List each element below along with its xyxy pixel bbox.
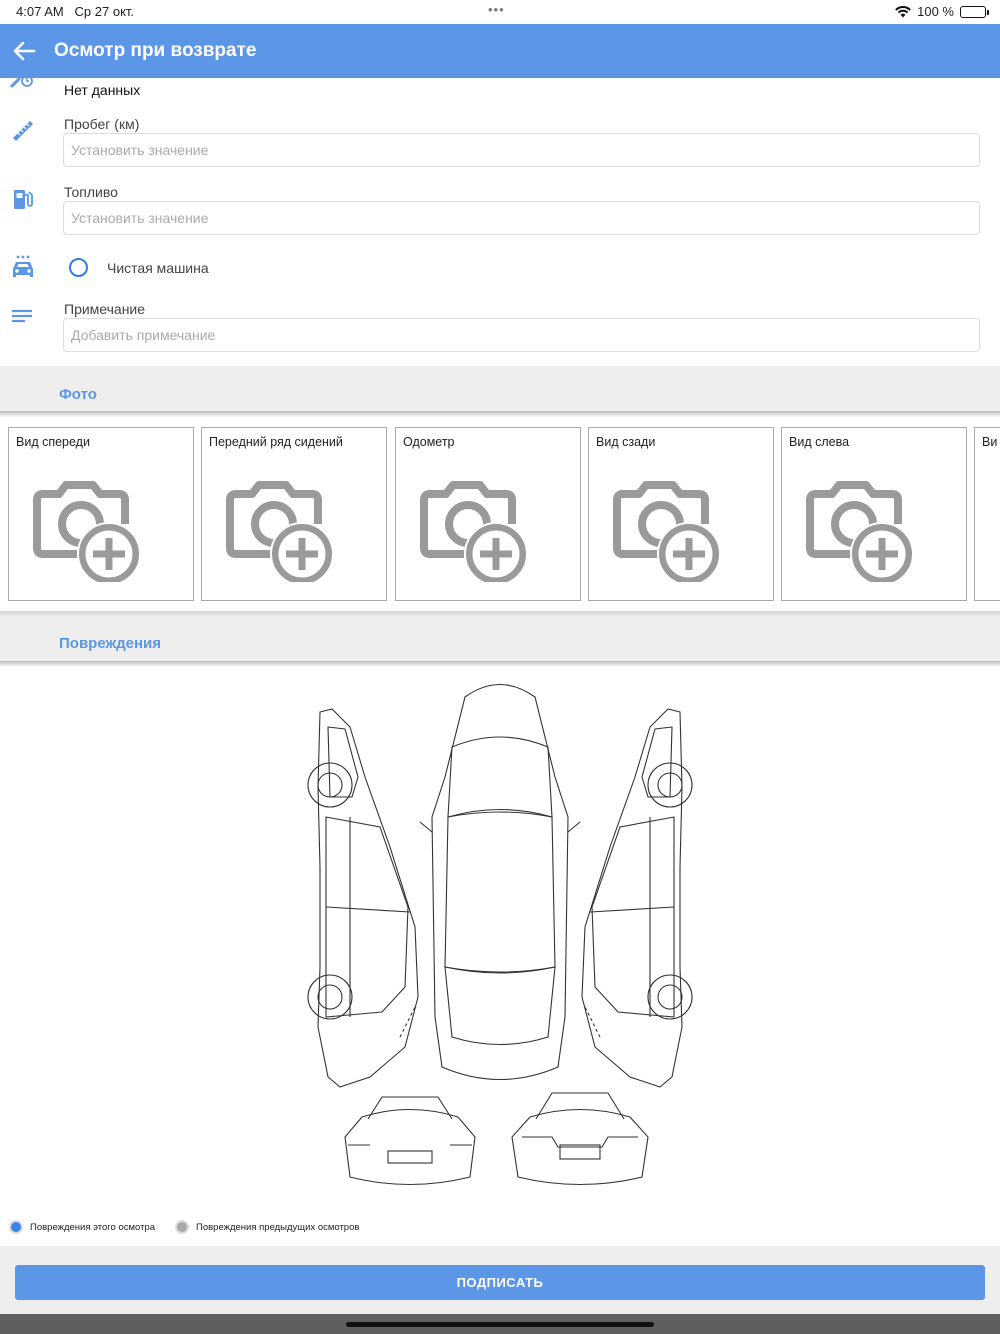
add-photo-icon bbox=[226, 478, 338, 582]
photo-card-left[interactable] bbox=[781, 427, 967, 601]
photo-card-rear[interactable] bbox=[588, 427, 774, 601]
damage-section-header bbox=[0, 611, 1000, 661]
page-title: Осмотр при возврате bbox=[54, 40, 257, 61]
fuel-input[interactable]: Установить значение bbox=[63, 201, 980, 235]
legend-dot-current bbox=[9, 1220, 23, 1234]
wifi-icon bbox=[895, 6, 911, 18]
photo-card-label: Вид слева bbox=[789, 435, 850, 449]
legend-current-label: Повреждения этого осмотра bbox=[30, 1221, 156, 1233]
wrench-clock-icon bbox=[10, 72, 36, 98]
note-input[interactable]: Добавить примечание bbox=[63, 318, 980, 352]
photo-card-odometer[interactable] bbox=[395, 427, 581, 601]
note-label: Примечание bbox=[64, 301, 146, 317]
car-damage-diagram[interactable] bbox=[290, 667, 710, 1227]
arrow-left-icon bbox=[12, 41, 36, 61]
legend-previous-label: Повреждения предыдущих осмотров bbox=[196, 1221, 360, 1233]
photo-card-label: Вид сзади bbox=[596, 435, 656, 449]
back-button[interactable] bbox=[4, 31, 44, 71]
ruler-icon bbox=[10, 118, 36, 144]
photo-card-label: Ви bbox=[982, 435, 998, 449]
battery-icon bbox=[960, 6, 986, 18]
mileage-input[interactable]: Установить значение bbox=[63, 133, 980, 167]
photo-section-header bbox=[0, 366, 1000, 411]
photo-section-title: Фото bbox=[59, 386, 97, 403]
add-photo-icon bbox=[33, 478, 145, 582]
clean-car-radio[interactable] bbox=[69, 258, 88, 277]
battery-percent: 100 % bbox=[917, 4, 954, 19]
photo-card-label: Передний ряд сидений bbox=[209, 435, 343, 449]
fuel-pump-icon bbox=[10, 186, 36, 212]
sign-button[interactable]: ПОДПИСАТЬ bbox=[15, 1265, 985, 1300]
damage-area bbox=[0, 661, 1000, 1246]
fuel-label: Топливо bbox=[64, 184, 118, 200]
add-photo-icon bbox=[420, 478, 532, 582]
car-top-view bbox=[432, 685, 568, 1080]
status-date: Ср 27 окт. bbox=[74, 4, 135, 19]
top-row-value: Нет данных bbox=[64, 82, 141, 98]
status-bar bbox=[0, 0, 1000, 24]
car-wash-icon bbox=[10, 254, 36, 280]
clean-car-label: Чистая машина bbox=[107, 260, 209, 276]
photo-strip[interactable] bbox=[0, 411, 1000, 611]
multitask-dots[interactable]: ••• bbox=[488, 2, 505, 17]
legend-dot-previous bbox=[175, 1220, 189, 1234]
damage-section-title: Повреждения bbox=[59, 635, 162, 652]
car-rear-view bbox=[345, 1110, 475, 1185]
photo-card-right[interactable] bbox=[974, 427, 1000, 601]
notes-lines-icon bbox=[10, 305, 36, 331]
home-indicator[interactable] bbox=[346, 1322, 654, 1327]
photo-card-label: Вид спереди bbox=[16, 435, 90, 449]
legend-previous bbox=[175, 1220, 359, 1234]
legend-current bbox=[9, 1220, 155, 1234]
status-time: 4:07 AM bbox=[16, 4, 64, 19]
add-photo-icon bbox=[613, 478, 725, 582]
photo-card-front[interactable] bbox=[8, 427, 194, 601]
app-bar bbox=[0, 24, 1000, 78]
mileage-label: Пробег (км) bbox=[64, 116, 140, 132]
photo-card-front-seats[interactable] bbox=[201, 427, 387, 601]
add-photo-icon bbox=[806, 478, 918, 582]
photo-card-label: Одометр bbox=[403, 435, 455, 449]
